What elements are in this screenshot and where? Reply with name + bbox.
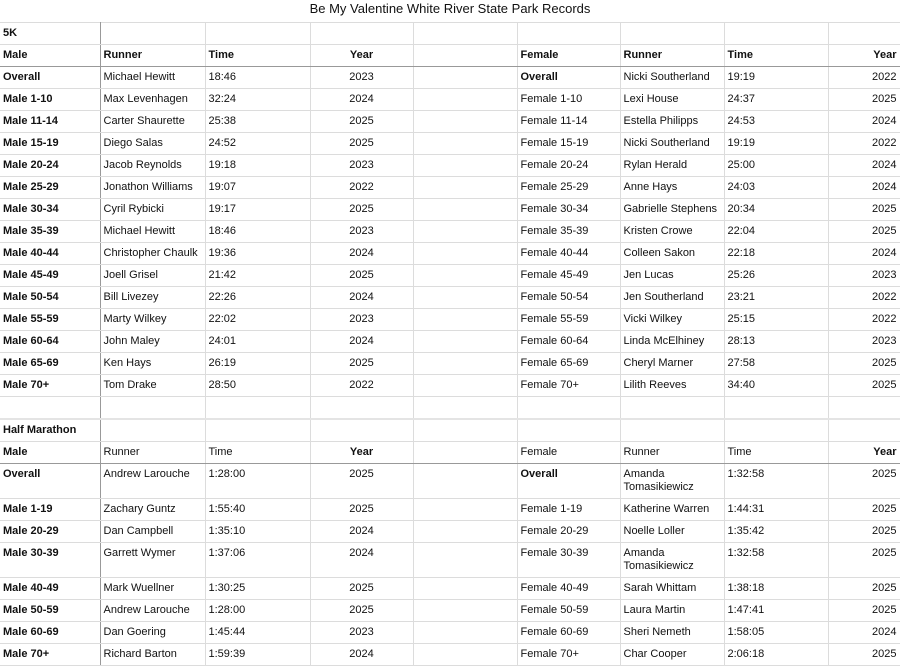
female-runner[interactable]: Nicki Southerland <box>620 133 724 155</box>
male-category[interactable]: Male 35-39 <box>0 221 100 243</box>
male-category[interactable]: Male 45-49 <box>0 265 100 287</box>
female-year[interactable]: 2024 <box>828 243 900 265</box>
table-row <box>0 521 900 543</box>
female-year[interactable]: 2022 <box>828 287 900 309</box>
male-year[interactable]: 2025 <box>310 353 413 375</box>
female-category[interactable]: Female 1-10 <box>517 89 620 111</box>
female-runner[interactable]: Cheryl Marner <box>620 353 724 375</box>
female-time[interactable]: 1:35:42 <box>724 521 828 543</box>
male-year[interactable]: 2024 <box>310 243 413 265</box>
male-time[interactable]: 1:37:06 <box>205 543 310 578</box>
empty-cell[interactable] <box>100 23 205 45</box>
female-category[interactable]: Female 25-29 <box>517 177 620 199</box>
male-time[interactable]: 19:36 <box>205 243 310 265</box>
female-runner[interactable]: Vicki Wilkey <box>620 309 724 331</box>
male-year[interactable]: 2024 <box>310 543 413 578</box>
female-time[interactable]: 27:58 <box>724 353 828 375</box>
table-row <box>0 243 900 265</box>
male-category[interactable]: Male 65-69 <box>0 353 100 375</box>
female-category[interactable]: Female 20-24 <box>517 155 620 177</box>
male-runner[interactable]: Tom Drake <box>100 375 205 397</box>
female-runner[interactable]: Colleen Sakon <box>620 243 724 265</box>
female-year[interactable]: 2023 <box>828 331 900 353</box>
table-row <box>0 221 900 243</box>
female-time[interactable]: 22:18 <box>724 243 828 265</box>
empty-cell[interactable] <box>0 397 100 420</box>
female-time[interactable]: 24:37 <box>724 89 828 111</box>
male-time[interactable]: 1:35:10 <box>205 521 310 543</box>
male-year[interactable]: 2023 <box>310 221 413 243</box>
male-runner[interactable]: Jonathon Williams <box>100 177 205 199</box>
female-year[interactable]: 2025 <box>828 499 900 521</box>
empty-cell[interactable] <box>413 45 517 67</box>
header-time[interactable]: Time <box>205 442 310 464</box>
header-time[interactable]: Time <box>724 45 828 67</box>
male-runner[interactable]: Dan Goering <box>100 622 205 644</box>
female-category[interactable]: Female 70+ <box>517 375 620 397</box>
empty-cell[interactable] <box>517 397 620 420</box>
male-time[interactable]: 1:59:39 <box>205 644 310 666</box>
header-time[interactable]: Time <box>724 442 828 464</box>
male-category[interactable]: Overall <box>0 67 100 89</box>
empty-cell[interactable] <box>413 23 517 45</box>
male-runner[interactable]: Ken Hays <box>100 353 205 375</box>
male-category[interactable]: Male 60-69 <box>0 622 100 644</box>
male-runner[interactable]: Bill Livezey <box>100 287 205 309</box>
table-row <box>0 644 900 666</box>
female-category[interactable]: Overall <box>517 464 620 499</box>
male-category[interactable]: Male 30-39 <box>0 543 100 578</box>
empty-cell[interactable] <box>413 353 517 375</box>
male-runner[interactable]: John Maley <box>100 331 205 353</box>
male-time[interactable]: 26:19 <box>205 353 310 375</box>
empty-cell[interactable] <box>517 419 620 442</box>
empty-cell[interactable] <box>205 419 310 442</box>
empty-cell[interactable] <box>413 442 517 464</box>
female-category[interactable]: Female 65-69 <box>517 353 620 375</box>
male-time[interactable]: 1:28:00 <box>205 600 310 622</box>
female-category[interactable]: Female 60-69 <box>517 622 620 644</box>
female-category[interactable]: Female 1-19 <box>517 499 620 521</box>
female-runner[interactable]: Noelle Loller <box>620 521 724 543</box>
female-year[interactable]: 2025 <box>828 375 900 397</box>
empty-cell[interactable] <box>413 600 517 622</box>
male-category[interactable]: Male 60-64 <box>0 331 100 353</box>
male-runner[interactable]: Richard Barton <box>100 644 205 666</box>
section-title[interactable]: Half Marathon <box>0 419 100 442</box>
header-year[interactable]: Year <box>310 45 413 67</box>
female-category[interactable]: Overall <box>517 67 620 89</box>
female-runner[interactable]: Nicki Southerland <box>620 67 724 89</box>
male-time[interactable]: 19:17 <box>205 199 310 221</box>
empty-cell[interactable] <box>413 265 517 287</box>
male-category[interactable]: Male 25-29 <box>0 177 100 199</box>
female-runner[interactable]: Amanda Tomasikiewicz <box>620 464 724 499</box>
male-category[interactable]: Male 70+ <box>0 375 100 397</box>
male-year[interactable]: 2024 <box>310 331 413 353</box>
male-runner[interactable]: Cyril Rybicki <box>100 199 205 221</box>
male-year[interactable]: 2025 <box>310 265 413 287</box>
empty-cell[interactable] <box>205 23 310 45</box>
male-year[interactable]: 2025 <box>310 133 413 155</box>
empty-cell[interactable] <box>413 199 517 221</box>
female-category[interactable]: Female 35-39 <box>517 221 620 243</box>
female-runner[interactable]: Lilith Reeves <box>620 375 724 397</box>
header-runner[interactable]: Runner <box>100 45 205 67</box>
female-time[interactable]: 28:13 <box>724 331 828 353</box>
empty-cell[interactable] <box>413 622 517 644</box>
empty-cell[interactable] <box>413 309 517 331</box>
male-year[interactable]: 2024 <box>310 644 413 666</box>
female-year[interactable]: 2025 <box>828 578 900 600</box>
female-time[interactable]: 1:47:41 <box>724 600 828 622</box>
empty-cell[interactable] <box>413 644 517 666</box>
table-row <box>0 442 900 464</box>
header-year[interactable]: Year <box>310 442 413 464</box>
female-year[interactable]: 2025 <box>828 644 900 666</box>
female-time[interactable]: 1:32:58 <box>724 543 828 578</box>
female-category[interactable]: Female 30-34 <box>517 199 620 221</box>
header-year[interactable]: Year <box>828 442 900 464</box>
male-runner[interactable]: Carter Shaurette <box>100 111 205 133</box>
male-time[interactable]: 19:18 <box>205 155 310 177</box>
female-category[interactable]: Female 70+ <box>517 644 620 666</box>
header-male[interactable]: Male <box>0 45 100 67</box>
male-year[interactable]: 2023 <box>310 309 413 331</box>
male-runner[interactable]: Mark Wuellner <box>100 578 205 600</box>
female-year[interactable]: 2025 <box>828 89 900 111</box>
female-category[interactable]: Female 60-64 <box>517 331 620 353</box>
female-category[interactable]: Female 45-49 <box>517 265 620 287</box>
female-time[interactable]: 25:15 <box>724 309 828 331</box>
empty-cell[interactable] <box>620 23 724 45</box>
male-category[interactable]: Male 1-10 <box>0 89 100 111</box>
male-year[interactable]: 2025 <box>310 464 413 499</box>
female-runner[interactable]: Sheri Nemeth <box>620 622 724 644</box>
empty-cell[interactable] <box>413 243 517 265</box>
female-category[interactable]: Female 20-29 <box>517 521 620 543</box>
table-row <box>0 353 900 375</box>
female-time[interactable]: 2:06:18 <box>724 644 828 666</box>
male-year[interactable]: 2025 <box>310 499 413 521</box>
male-year[interactable]: 2025 <box>310 111 413 133</box>
female-time[interactable]: 22:04 <box>724 221 828 243</box>
male-time[interactable]: 1:30:25 <box>205 578 310 600</box>
female-runner[interactable]: Laura Martin <box>620 600 724 622</box>
female-time[interactable]: 1:58:05 <box>724 622 828 644</box>
male-time[interactable]: 18:46 <box>205 221 310 243</box>
male-category[interactable]: Male 50-54 <box>0 287 100 309</box>
male-category[interactable]: Male 20-24 <box>0 155 100 177</box>
male-runner[interactable]: Zachary Guntz <box>100 499 205 521</box>
male-time[interactable]: 19:07 <box>205 177 310 199</box>
female-runner[interactable]: Kristen Crowe <box>620 221 724 243</box>
male-category[interactable]: Male 50-59 <box>0 600 100 622</box>
male-category[interactable]: Male 40-44 <box>0 243 100 265</box>
table-row <box>0 375 900 397</box>
male-runner[interactable]: Dan Campbell <box>100 521 205 543</box>
male-year[interactable]: 2023 <box>310 155 413 177</box>
sheet-title: Be My Valentine White River State Park Records <box>309 1 591 16</box>
male-category[interactable]: Male 55-59 <box>0 309 100 331</box>
empty-cell[interactable] <box>724 397 828 420</box>
female-runner[interactable]: Char Cooper <box>620 644 724 666</box>
female-year[interactable]: 2022 <box>828 133 900 155</box>
male-time[interactable]: 21:42 <box>205 265 310 287</box>
male-runner[interactable]: Max Levenhagen <box>100 89 205 111</box>
empty-cell[interactable] <box>413 419 517 442</box>
empty-cell[interactable] <box>310 419 413 442</box>
table-row <box>0 23 900 45</box>
male-category[interactable]: Male 40-49 <box>0 578 100 600</box>
male-runner[interactable]: Diego Salas <box>100 133 205 155</box>
male-time[interactable]: 1:55:40 <box>205 499 310 521</box>
female-time[interactable]: 20:34 <box>724 199 828 221</box>
empty-cell[interactable] <box>413 155 517 177</box>
male-runner[interactable]: Marty Wilkey <box>100 309 205 331</box>
empty-cell[interactable] <box>100 419 205 442</box>
female-year[interactable]: 2024 <box>828 177 900 199</box>
empty-cell[interactable] <box>413 521 517 543</box>
female-year[interactable]: 2025 <box>828 199 900 221</box>
female-year[interactable]: 2022 <box>828 309 900 331</box>
empty-cell[interactable] <box>413 133 517 155</box>
table-row <box>0 543 900 578</box>
female-time[interactable]: 34:40 <box>724 375 828 397</box>
table-row <box>0 111 900 133</box>
empty-cell[interactable] <box>310 397 413 420</box>
female-time[interactable]: 1:38:18 <box>724 578 828 600</box>
male-time[interactable]: 28:50 <box>205 375 310 397</box>
female-time[interactable]: 1:44:31 <box>724 499 828 521</box>
female-year[interactable]: 2024 <box>828 622 900 644</box>
male-year[interactable]: 2022 <box>310 375 413 397</box>
table-row <box>0 67 900 89</box>
female-time[interactable]: 25:26 <box>724 265 828 287</box>
female-category[interactable]: Female 55-59 <box>517 309 620 331</box>
female-runner[interactable]: Katherine Warren <box>620 499 724 521</box>
male-runner[interactable]: Michael Hewitt <box>100 221 205 243</box>
table-row <box>0 622 900 644</box>
male-time[interactable]: 32:24 <box>205 89 310 111</box>
female-category[interactable]: Female 11-14 <box>517 111 620 133</box>
female-runner[interactable]: Jen Southerland <box>620 287 724 309</box>
empty-cell[interactable] <box>724 23 828 45</box>
table-row <box>0 419 900 442</box>
empty-cell[interactable] <box>620 397 724 420</box>
male-time[interactable]: 1:45:44 <box>205 622 310 644</box>
male-year[interactable]: 2024 <box>310 521 413 543</box>
male-time[interactable]: 1:28:00 <box>205 464 310 499</box>
female-runner[interactable]: Gabrielle Stephens <box>620 199 724 221</box>
male-runner[interactable]: Andrew Larouche <box>100 464 205 499</box>
male-time[interactable]: 24:52 <box>205 133 310 155</box>
female-runner[interactable]: Jen Lucas <box>620 265 724 287</box>
empty-cell[interactable] <box>413 578 517 600</box>
male-category[interactable]: Male 20-29 <box>0 521 100 543</box>
female-time[interactable]: 24:53 <box>724 111 828 133</box>
empty-cell[interactable] <box>413 464 517 499</box>
header-female[interactable]: Female <box>517 442 620 464</box>
female-category[interactable]: Female 15-19 <box>517 133 620 155</box>
empty-cell[interactable] <box>413 397 517 420</box>
table-row <box>0 600 900 622</box>
female-category[interactable]: Female 30-39 <box>517 543 620 578</box>
header-female[interactable]: Female <box>517 45 620 67</box>
header-time[interactable]: Time <box>205 45 310 67</box>
male-year[interactable]: 2023 <box>310 622 413 644</box>
empty-cell[interactable] <box>413 177 517 199</box>
male-year[interactable]: 2024 <box>310 287 413 309</box>
empty-cell[interactable] <box>413 89 517 111</box>
section-title[interactable]: 5K <box>0 23 100 45</box>
empty-cell[interactable] <box>205 397 310 420</box>
female-time[interactable]: 24:03 <box>724 177 828 199</box>
female-time[interactable]: 1:32:58 <box>724 464 828 499</box>
male-time[interactable]: 22:02 <box>205 309 310 331</box>
female-year[interactable]: 2025 <box>828 600 900 622</box>
female-runner[interactable]: Amanda Tomasikiewicz <box>620 543 724 578</box>
empty-cell[interactable] <box>310 23 413 45</box>
empty-cell[interactable] <box>828 397 900 420</box>
female-category[interactable]: Female 40-44 <box>517 243 620 265</box>
table-row <box>0 265 900 287</box>
empty-cell[interactable] <box>413 375 517 397</box>
male-year[interactable]: 2024 <box>310 89 413 111</box>
male-category[interactable]: Overall <box>0 464 100 499</box>
male-runner[interactable]: Joell Grisel <box>100 265 205 287</box>
male-category[interactable]: Male 1-19 <box>0 499 100 521</box>
female-category[interactable]: Female 40-49 <box>517 578 620 600</box>
female-runner[interactable]: Estella Philipps <box>620 111 724 133</box>
table-row <box>0 45 900 67</box>
empty-cell[interactable] <box>517 23 620 45</box>
male-runner[interactable]: Christopher Chaulk <box>100 243 205 265</box>
female-runner[interactable]: Linda McElhiney <box>620 331 724 353</box>
female-year[interactable]: 2022 <box>828 67 900 89</box>
male-year[interactable]: 2023 <box>310 67 413 89</box>
header-runner[interactable]: Runner <box>100 442 205 464</box>
records-table <box>0 22 900 666</box>
female-runner[interactable]: Sarah Whittam <box>620 578 724 600</box>
female-runner[interactable]: Rylan Herald <box>620 155 724 177</box>
male-year[interactable]: 2025 <box>310 600 413 622</box>
header-runner[interactable]: Runner <box>620 45 724 67</box>
female-year[interactable]: 2025 <box>828 521 900 543</box>
male-time[interactable]: 18:46 <box>205 67 310 89</box>
male-category[interactable]: Male 15-19 <box>0 133 100 155</box>
male-category[interactable]: Male 11-14 <box>0 111 100 133</box>
empty-cell[interactable] <box>828 419 900 442</box>
female-year[interactable]: 2023 <box>828 265 900 287</box>
empty-cell[interactable] <box>413 111 517 133</box>
female-category[interactable]: Female 50-54 <box>517 287 620 309</box>
male-category[interactable]: Male 30-34 <box>0 199 100 221</box>
table-row <box>0 199 900 221</box>
female-year[interactable]: 2025 <box>828 543 900 578</box>
female-time[interactable]: 23:21 <box>724 287 828 309</box>
male-time[interactable]: 25:38 <box>205 111 310 133</box>
female-year[interactable]: 2025 <box>828 353 900 375</box>
male-runner[interactable]: Jacob Reynolds <box>100 155 205 177</box>
male-time[interactable]: 24:01 <box>205 331 310 353</box>
table-row <box>0 155 900 177</box>
table-row <box>0 499 900 521</box>
male-runner[interactable]: Michael Hewitt <box>100 67 205 89</box>
female-category[interactable]: Female 50-59 <box>517 600 620 622</box>
table-row <box>0 578 900 600</box>
empty-cell[interactable] <box>724 419 828 442</box>
female-year[interactable]: 2025 <box>828 464 900 499</box>
male-time[interactable]: 22:26 <box>205 287 310 309</box>
male-year[interactable]: 2025 <box>310 199 413 221</box>
male-year[interactable]: 2022 <box>310 177 413 199</box>
empty-cell[interactable] <box>828 23 900 45</box>
empty-cell[interactable] <box>413 221 517 243</box>
header-male[interactable]: Male <box>0 442 100 464</box>
empty-cell[interactable] <box>413 67 517 89</box>
male-runner[interactable]: Garrett Wymer <box>100 543 205 578</box>
header-year[interactable]: Year <box>828 45 900 67</box>
table-row <box>0 464 900 499</box>
empty-cell[interactable] <box>100 397 205 420</box>
female-time[interactable]: 19:19 <box>724 67 828 89</box>
header-runner[interactable]: Runner <box>620 442 724 464</box>
table-row <box>0 397 900 420</box>
male-category[interactable]: Male 70+ <box>0 644 100 666</box>
female-year[interactable]: 2025 <box>828 221 900 243</box>
empty-cell[interactable] <box>413 543 517 578</box>
male-runner[interactable]: Andrew Larouche <box>100 600 205 622</box>
female-year[interactable]: 2024 <box>828 155 900 177</box>
table-row <box>0 177 900 199</box>
table-row <box>0 309 900 331</box>
table-row <box>0 133 900 155</box>
table-row <box>0 287 900 309</box>
male-year[interactable]: 2025 <box>310 578 413 600</box>
empty-cell[interactable] <box>413 287 517 309</box>
table-row <box>0 331 900 353</box>
female-runner[interactable]: Lexi House <box>620 89 724 111</box>
empty-cell[interactable] <box>413 331 517 353</box>
empty-cell[interactable] <box>413 499 517 521</box>
table-row <box>0 89 900 111</box>
female-year[interactable]: 2024 <box>828 111 900 133</box>
female-runner[interactable]: Anne Hays <box>620 177 724 199</box>
female-time[interactable]: 25:00 <box>724 155 828 177</box>
female-time[interactable]: 19:19 <box>724 133 828 155</box>
empty-cell[interactable] <box>620 419 724 442</box>
